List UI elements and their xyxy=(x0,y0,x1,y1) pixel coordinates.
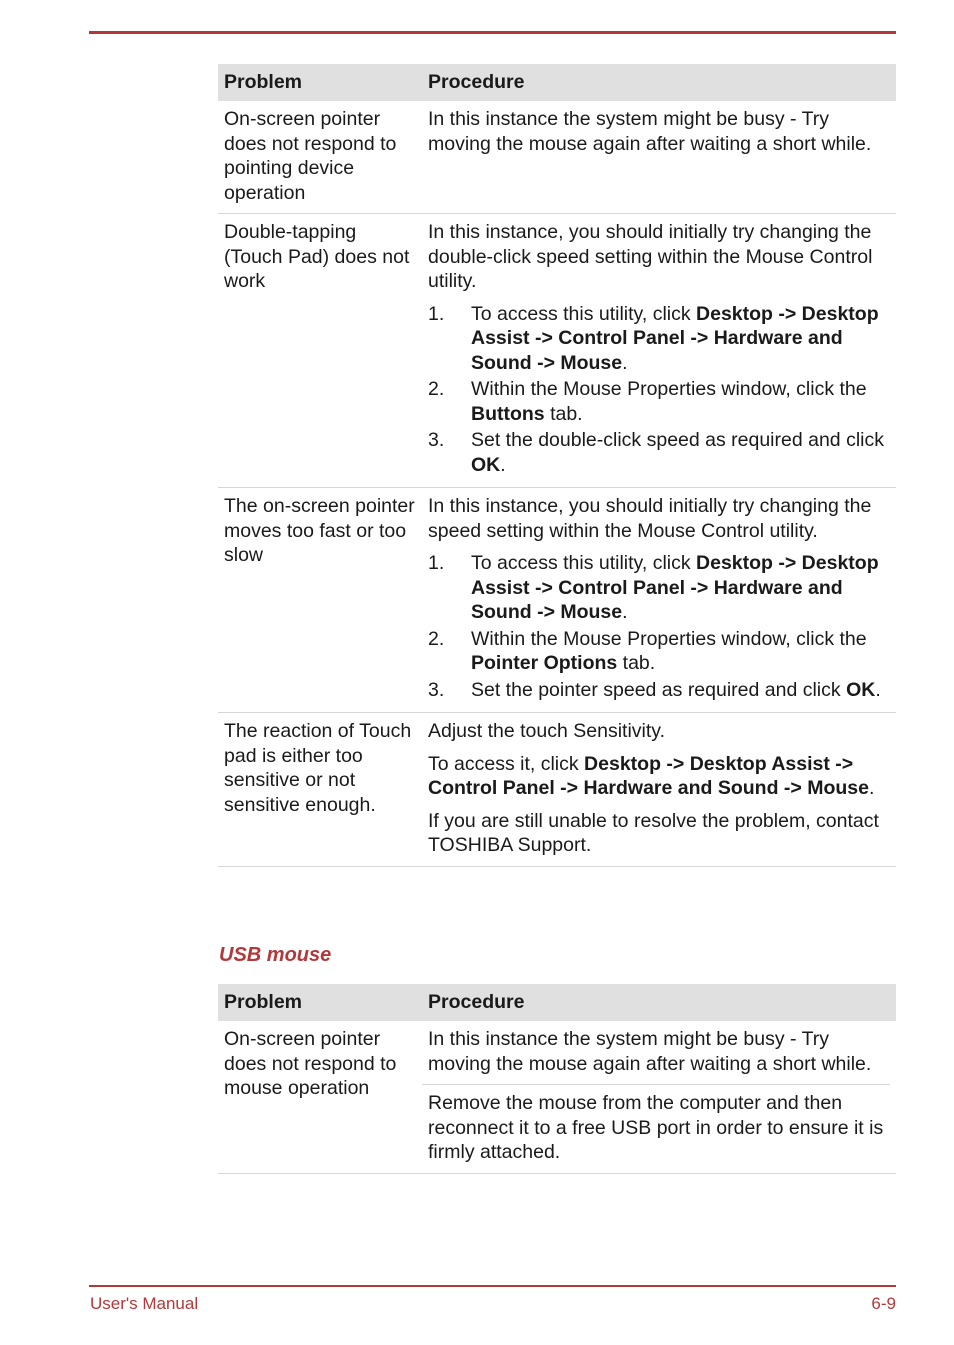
table-row xyxy=(218,1021,896,1174)
step-text: Within the Mouse Properties window, click the Buttons tab. xyxy=(471,378,867,425)
step-number: 1. xyxy=(428,552,445,574)
problem-cell: On-screen pointer does not respond to mouse operation xyxy=(224,1028,397,1099)
procedure-cell xyxy=(422,1021,896,1173)
problem-cell: The on-screen pointer moves too fast or too slow xyxy=(224,495,415,566)
table-header xyxy=(218,64,896,101)
step-number: 3. xyxy=(428,678,445,701)
list-item xyxy=(428,302,890,376)
procedure-text: To access it, click Desktop -> Desktop Assist -> Control Panel -> Hardware and Sound -> Mouse. xyxy=(428,752,875,799)
problem-cell: On-screen pointer does not respond to pointing device operation xyxy=(224,108,397,204)
list-item xyxy=(428,551,890,625)
column-header-problem: Problem xyxy=(224,71,303,94)
procedure-text: If you are still unable to resolve the problem, contact TOSHIBA Support. xyxy=(428,809,879,856)
footer-manual-title: User's Manual xyxy=(90,1294,199,1313)
list-item xyxy=(428,428,890,477)
table-row xyxy=(218,101,896,214)
header-rule xyxy=(89,31,896,34)
page-number: 6-9 xyxy=(871,1294,896,1313)
procedure-cell xyxy=(422,488,896,712)
procedure-text: Adjust the touch Sensitivity. xyxy=(428,720,666,742)
pointing-device-troubleshooting-table xyxy=(218,64,896,867)
step-text: To access this utility, click Desktop -> Desktop Assist -> Control Panel -> Hardware and Sound -> Mouse. xyxy=(471,302,879,374)
procedure-steps xyxy=(428,551,890,702)
step-text: To access this utility, click Desktop -> Desktop Assist -> Control Panel -> Hardware and Sound -> Mouse. xyxy=(471,552,879,623)
footer-rule xyxy=(89,1285,896,1287)
table-row xyxy=(218,214,896,488)
section-heading: USB mouse xyxy=(219,944,332,966)
problem-cell: The reaction of Touch pad is either too sensitive or not sensitive enough. xyxy=(224,720,412,816)
problem-cell: Double-tapping (Touch Pad) does not work xyxy=(224,221,410,292)
step-number: 2. xyxy=(428,627,445,650)
column-header-problem: Problem xyxy=(224,991,303,1014)
procedure-cell xyxy=(422,214,896,487)
procedure-text: Remove the mouse from the computer and then reconnect it to a free USB port in order to ensure it is firmly attached. xyxy=(422,1084,890,1165)
step-number: 2. xyxy=(428,378,445,400)
column-header-procedure: Procedure xyxy=(428,71,525,94)
procedure-text: In this instance the system might be busy - Try moving the mouse again after waiting a short while. xyxy=(428,1028,872,1075)
step-text: Set the double-click speed as required and click OK. xyxy=(471,429,884,476)
procedure-cell xyxy=(422,713,896,866)
step-text: Within the Mouse Properties window, click the Pointer Options tab. xyxy=(471,627,867,674)
list-item xyxy=(428,678,890,703)
step-text: Set the pointer speed as required and click OK. xyxy=(471,678,881,701)
list-item xyxy=(428,627,890,676)
list-item xyxy=(428,377,890,426)
step-number: 1. xyxy=(428,302,445,325)
table-header xyxy=(218,984,896,1021)
procedure-steps xyxy=(428,302,890,478)
column-header-procedure: Procedure xyxy=(428,991,525,1014)
table-row xyxy=(218,488,896,713)
usb-mouse-troubleshooting-table xyxy=(218,984,896,1174)
step-number: 3. xyxy=(428,429,445,451)
procedure-cell xyxy=(422,101,896,213)
procedure-text: In this instance the system might be busy - Try moving the mouse again after waiting a short while. xyxy=(428,108,872,155)
procedure-intro: In this instance, you should initially try changing the double-click speed setting within the Mouse Control utility. xyxy=(428,221,873,292)
table-row xyxy=(218,713,896,867)
procedure-intro: In this instance, you should initially try changing the speed setting within the Mouse Control utility. xyxy=(428,495,872,542)
